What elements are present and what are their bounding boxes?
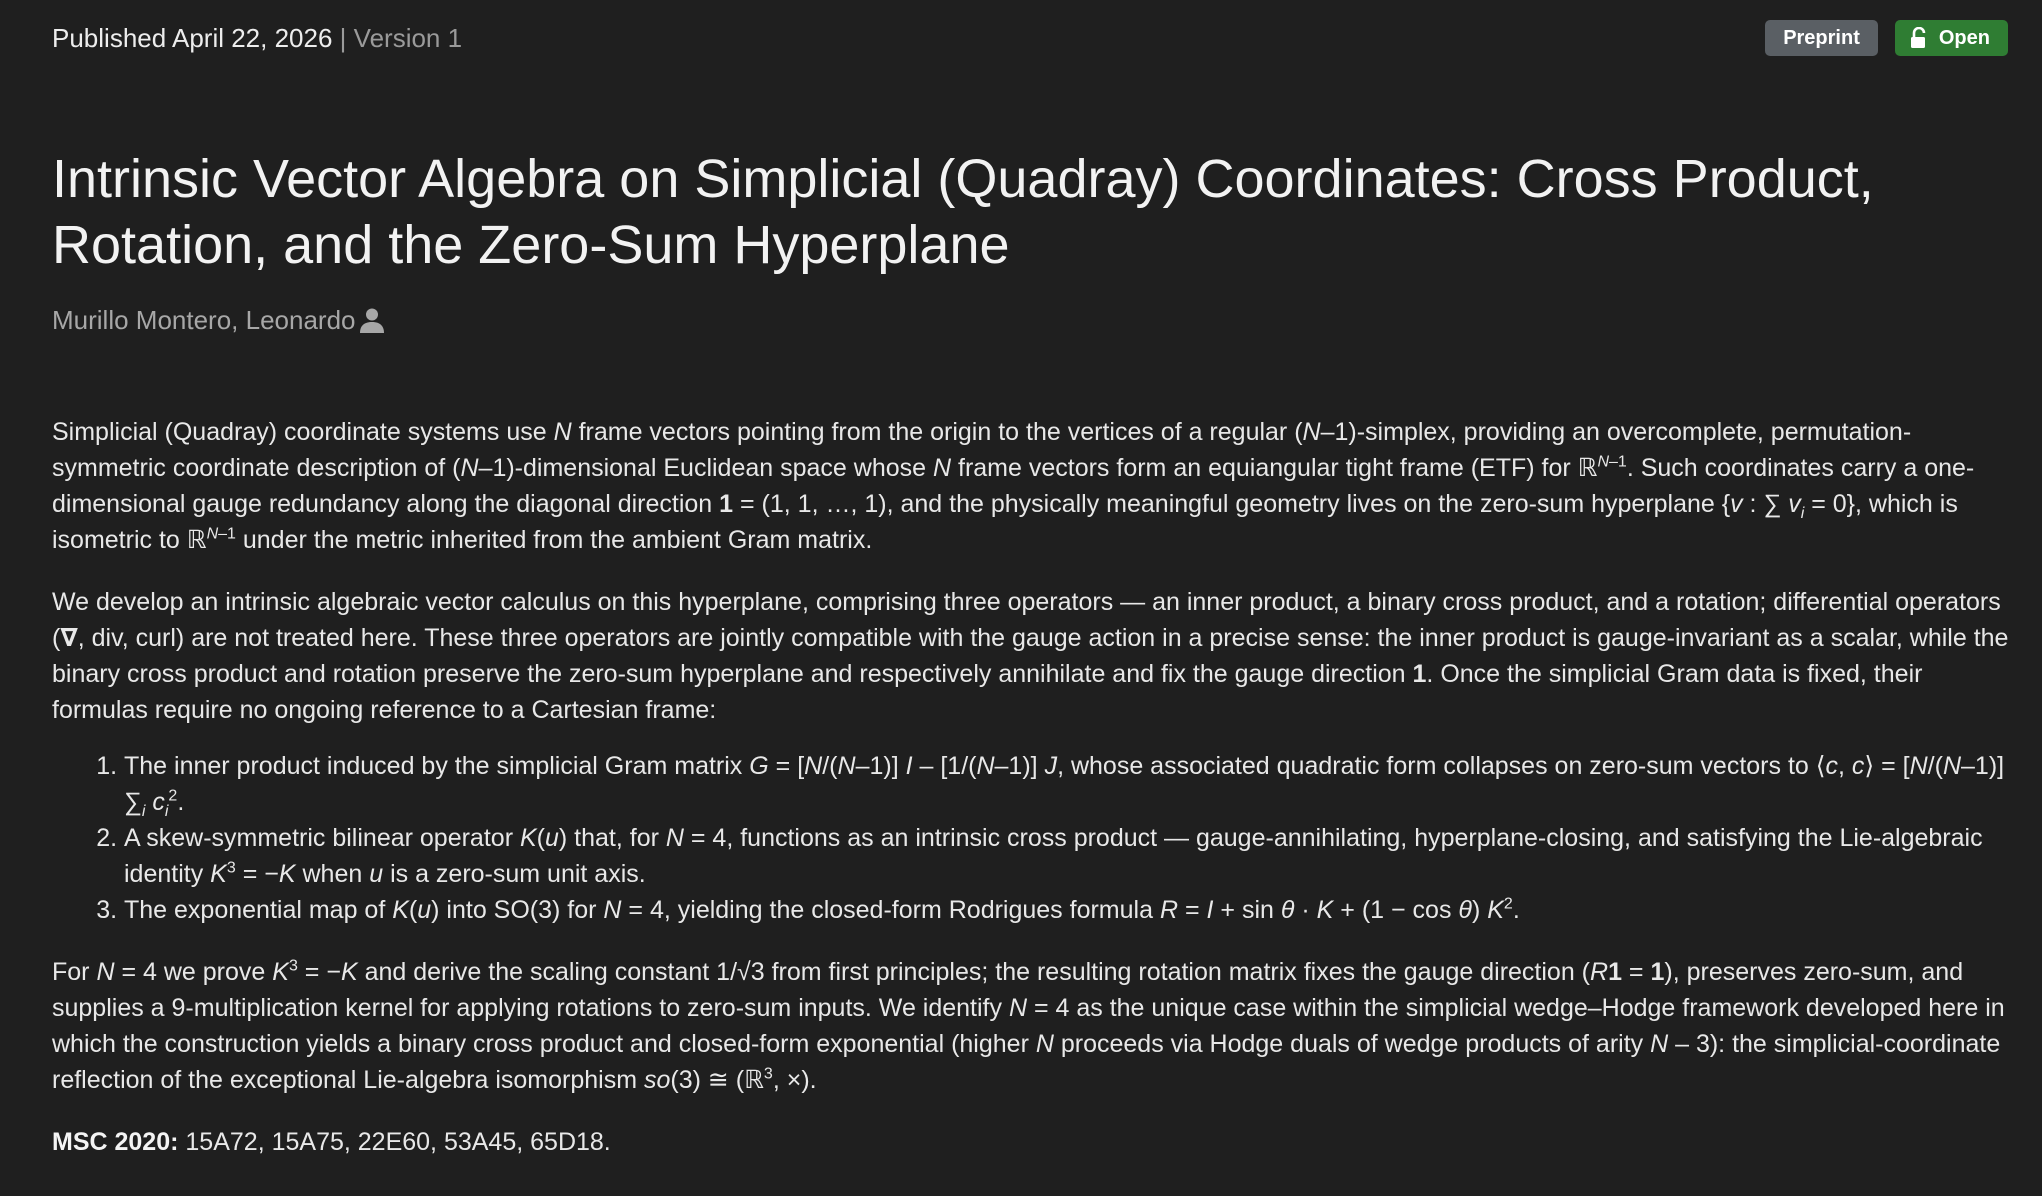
separator: | <box>339 22 347 53</box>
paper-title: Intrinsic Vector Algebra on Simplicial (Quadray) Coordinates: Cross Product, Rotation, and the Zero-Sum Hyperplane <box>52 149 1874 275</box>
abstract-paragraph-2: We develop an intrinsic algebraic vector calculus on this hyperplane, comprising three operators — an inner product, a binary cross product, and a rotation; differential operators (∇, div, curl) are not treated here. These three operators are jointly compatible with the gauge action in a precise sense: the inner product is gauge-invariant as a scalar, while the binary cross product and rotation preserve the zero-sum hyperplane and respectively annihilate and fix the gauge direction 1. Once the simplicial Gram data is fixed, their formulas require no ongoing reference to a Cartesian frame: <box>52 588 2009 724</box>
open-badge-label: Open <box>1938 26 1990 49</box>
list-item: 3. The exponential map of K(u) into SO(3) for N = 4, yielding the closed-form Rodrigues formula R = I + sin θ · K + (1 − cos θ) $K^2$. <box>124 892 2012 928</box>
author-name[interactable]: Murillo Montero, Leonardo <box>52 305 356 335</box>
abstract-paragraph-1: Simplicial (Quadray) coordinate systems use N frame vectors pointing from the origin to the vertices of a regular (N–1)-simplex, providing an overcomplete, permutation-symmetric coordinate description of (N–1)-dimensional Euclidean space whose N frame vectors form an equiangular tight frame (ETF) for ℝ$^{N-1}$. Such coordinates carry a one-dimensional gauge redundancy along the diagonal direction 1 = (1, 1, …, 1), and the physically meaningful geometry lives on the zero-sum hyperplane {v : ∑ $v_i = 0$}, which is isometric to ℝ$^{N-1}$ under the metric inherited from the ambient Gram matrix. <box>52 418 1975 554</box>
open-access-badge <box>1895 20 2008 56</box>
author-list <box>52 305 386 336</box>
preprint-badge-label: Preprint <box>1783 26 1860 49</box>
record-header <box>52 20 2008 56</box>
publication-info <box>52 23 462 54</box>
badges <box>1765 20 2008 56</box>
msc-classification <box>52 1124 2012 1160</box>
list-item: 1. The inner product induced by the simplicial Gram matrix G = [N/(N–1)] I – [1/(N–1)] J, whose associated quadratic form collapses on zero-sum vectors to ⟨c, c⟩ = [N/(N–1)] $\sum_i$ $c_i^2$. <box>124 748 2012 820</box>
list-item: 2. A skew-symmetric bilinear operator K(u) that, for N = 4, functions as an intrinsic cross product — gauge-annihilating, hyperplane-closing, and satisfying the Lie-algebraic identity $K^3 = -K$ when u is a zero-sum unit axis. <box>124 820 2012 892</box>
abstract-paragraph-3: For N = 4 we prove $K^3 = -K$ and derive the scaling constant 1/√3 from first principles; the resulting rotation matrix fixes the gauge direction (R1 = 1), preserves zero-sum, and supplies a 9-multiplication kernel for applying rotations to zero-sum inputs. We identify N = 4 as the unique case within the simplicial wedge–Hodge framework developed here in which the construction yields a binary cross product and closed-form exponential (higher N proceeds via Hodge duals of wedge products of arity N – 3): the simplicial-coordinate reflection of the exceptional Lie-algebra isomorphism so(3) ≅ (ℝ$^3$, ×). <box>52 957 2005 1094</box>
msc-label: MSC 2020: <box>52 1128 179 1156</box>
operator-list <box>52 748 2012 928</box>
abstract <box>52 414 2012 1186</box>
msc-codes: 15A72, 15A75, 22E60, 53A45, 65D18. <box>185 1128 611 1156</box>
unlocked-padlock-icon <box>1909 27 1929 49</box>
version-label: Version 1 <box>353 22 463 53</box>
person-icon <box>358 306 386 334</box>
preprint-badge <box>1765 20 1878 56</box>
published-date: Published April 22, 2026 <box>52 22 333 53</box>
